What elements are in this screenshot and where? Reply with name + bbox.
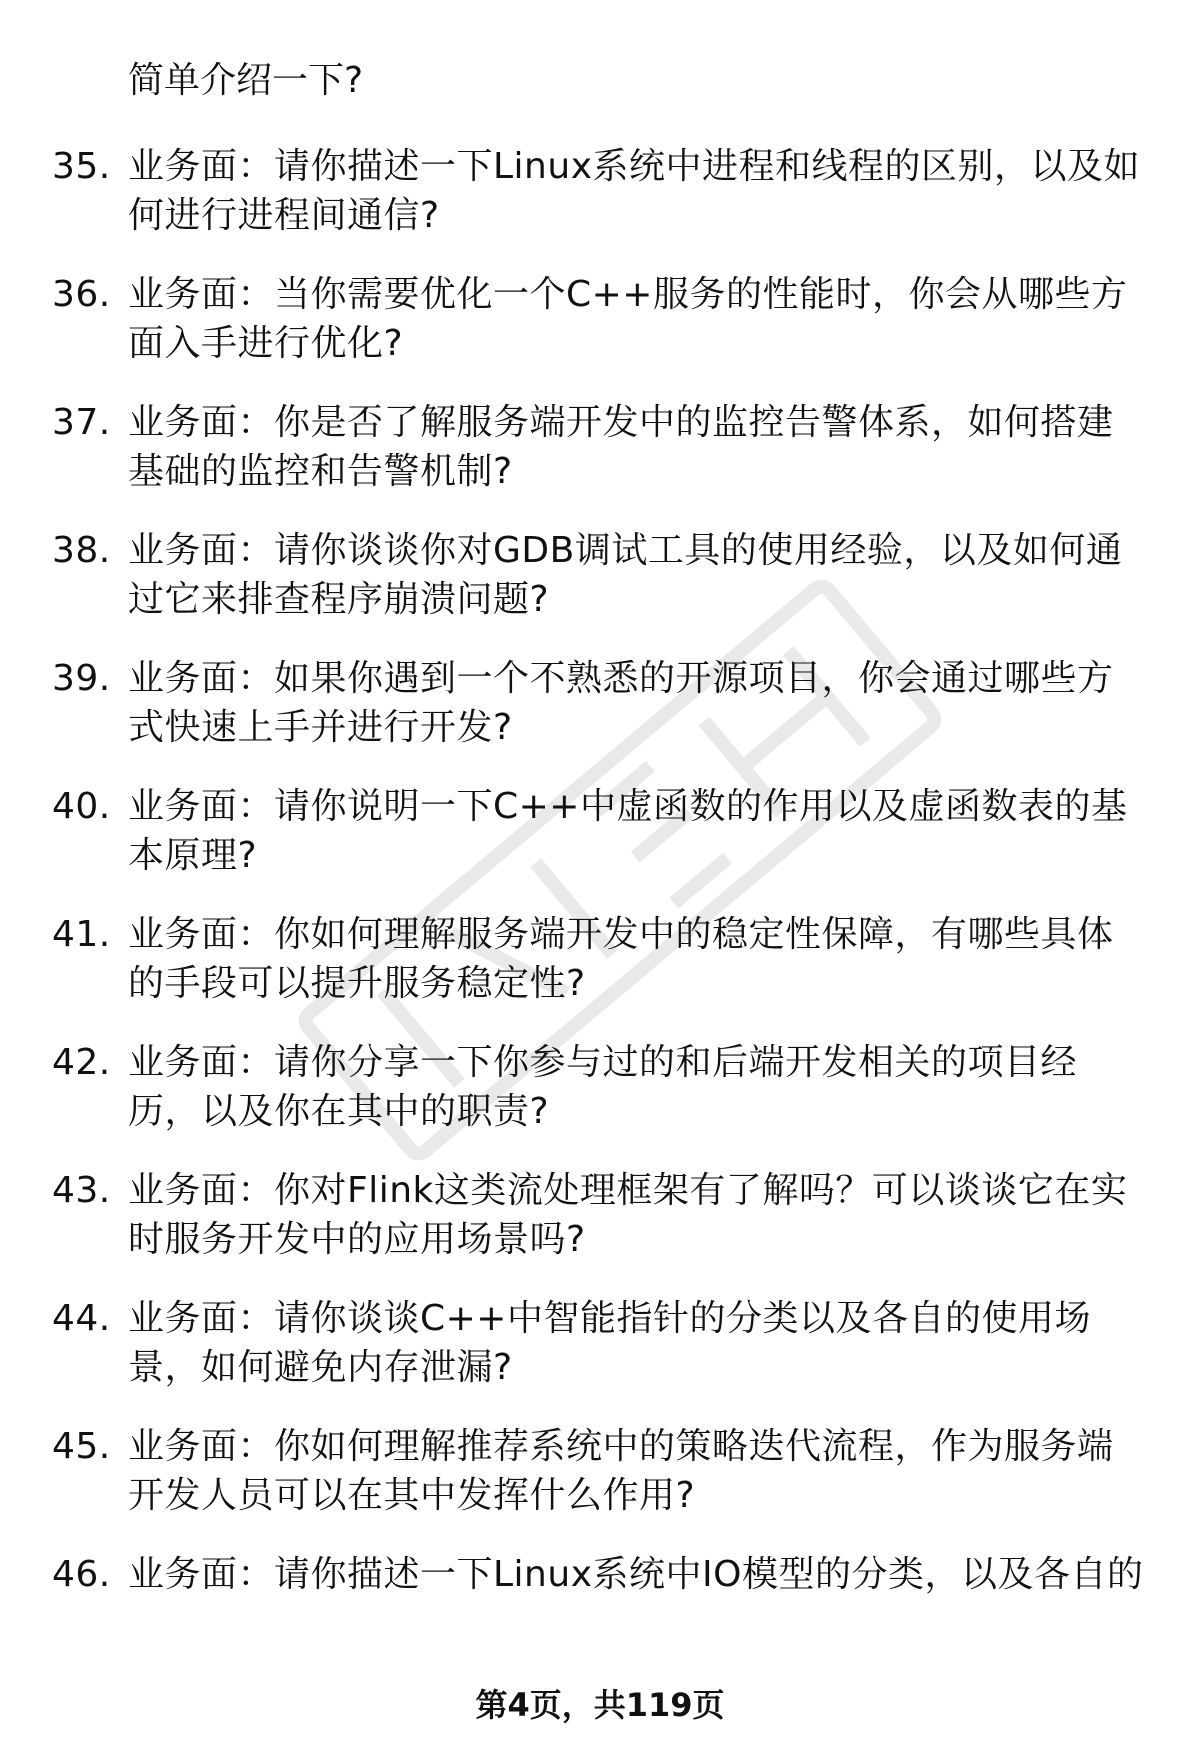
item-number: 46. [52, 1554, 111, 1595]
list-item [52, 143, 1162, 240]
item-number: 40. [52, 786, 111, 827]
item-number: 42. [52, 1042, 111, 1083]
question-list [52, 143, 1162, 1631]
item-text: 业务面：请你谈谈C++中智能指针的分类以及各自的使用场景，如何避免内存泄漏? [128, 1298, 1091, 1388]
continuation-line: 简单介绍一下? [128, 60, 364, 101]
list-item [52, 1039, 1162, 1136]
item-text: 业务面：请你谈谈你对GDB调试工具的使用经验，以及如何通过它来排查程序崩溃问题? [128, 530, 1123, 620]
item-number: 38. [52, 530, 111, 571]
page-footer: 第4页，共119页 [475, 1686, 725, 1724]
item-text: 业务面：你如何理解服务端开发中的稳定性保障，有哪些具体的手段可以提升服务稳定性? [128, 914, 1114, 1004]
list-item [52, 783, 1162, 880]
item-text: 业务面：你对Flink这类流处理框架有了解吗？可以谈谈它在实时服务开发中的应用场景吗? [128, 1170, 1128, 1260]
list-item [52, 527, 1162, 624]
item-number: 37. [52, 402, 111, 443]
item-number: 35. [52, 146, 111, 187]
item-number: 36. [52, 274, 111, 315]
item-number: 39. [52, 658, 111, 699]
item-text: 业务面：如果你遇到一个不熟悉的开源项目，你会通过哪些方式快速上手并进行开发? [128, 658, 1114, 748]
list-item [52, 271, 1162, 368]
list-item [52, 399, 1162, 496]
item-number: 43. [52, 1170, 111, 1211]
item-text: 业务面：请你描述一下Linux系统中进程和线程的区别，以及如何进行进程间通信? [128, 146, 1140, 236]
item-text: 业务面：当你需要优化一个C++服务的性能时，你会从哪些方面入手进行优化? [128, 274, 1128, 364]
list-item [52, 911, 1162, 1008]
list-item [52, 655, 1162, 752]
item-text: 业务面：请你描述一下Linux系统中IO模型的分类，以及各自的 [128, 1554, 1144, 1595]
item-text: 业务面：你是否了解服务端开发中的监控告警体系，如何搭建基础的监控和告警机制? [128, 402, 1114, 492]
item-number: 45. [52, 1426, 111, 1467]
item-number: 44. [52, 1298, 111, 1339]
item-number: 41. [52, 914, 111, 955]
list-item [52, 1423, 1162, 1520]
list-item [52, 1551, 1162, 1600]
list-item [52, 1295, 1162, 1392]
item-text: 业务面：请你分享一下你参与过的和后端开发相关的项目经历，以及你在其中的职责? [128, 1042, 1078, 1132]
list-item [52, 1167, 1162, 1264]
item-text: 业务面：请你说明一下C++中虚函数的作用以及虚函数表的基本原理? [128, 786, 1128, 876]
item-text: 业务面：你如何理解推荐系统中的策略迭代流程，作为服务端开发人员可以在其中发挥什么作用? [128, 1426, 1114, 1516]
